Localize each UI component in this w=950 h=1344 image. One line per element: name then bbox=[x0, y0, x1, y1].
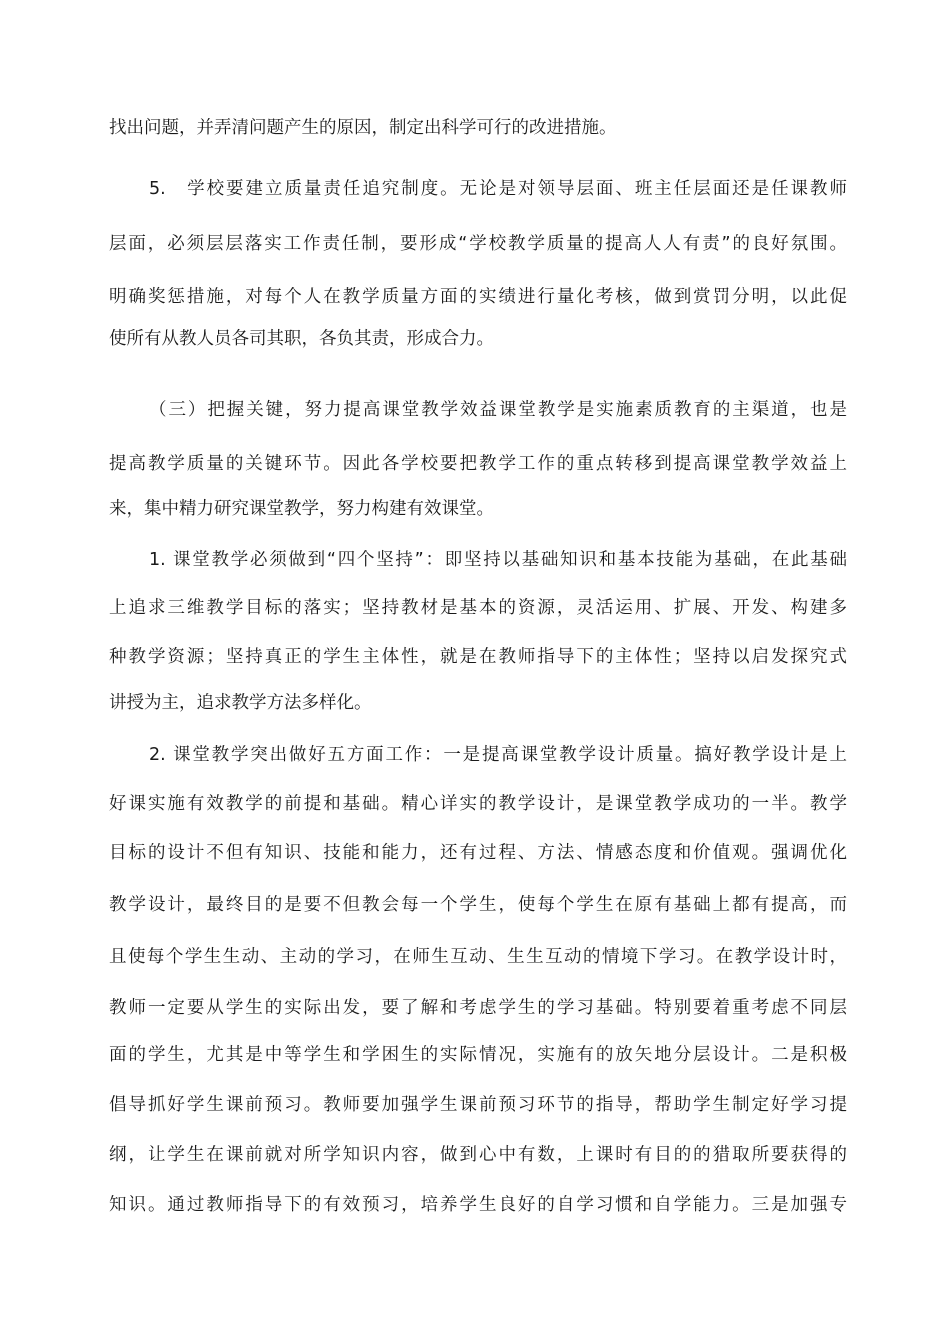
text-line: 面的学生，尤其是中等学生和学困生的实际情况，实施有的放矢地分层设计。二是积极 bbox=[109, 1045, 847, 1065]
text-line: 5. 学校要建立质量责任追究制度。无论是对领导层面、班主任层面还是任课教师 bbox=[149, 179, 847, 199]
text-line: 目标的设计不但有知识、技能和能力，还有过程、方法、情感态度和价值观。强调优化 bbox=[109, 843, 847, 863]
text-line: 提高教学质量的关键环节。因此各学校要把教学工作的重点转移到提高课堂教学效益上 bbox=[109, 454, 847, 474]
text-line: 知识。通过教师指导下的有效预习，培养学生良好的自学习惯和自学能力。三是加强专 bbox=[109, 1195, 847, 1215]
text-line: 讲授为主，追求教学方法多样化。 bbox=[109, 693, 372, 713]
text-line: 层面，必须层层落实工作责任制，要形成“学校教学质量的提高人人有责”的良好氛围。 bbox=[109, 234, 847, 254]
text-line: 2. 课堂教学突出做好五方面工作：一是提高课堂教学设计质量。搞好教学设计是上 bbox=[149, 745, 847, 765]
text-line: 教师一定要从学生的实际出发，要了解和考虑学生的学习基础。特别要着重考虑不同层 bbox=[109, 998, 847, 1018]
text-line: 上追求三维教学目标的落实；坚持教材是基本的资源，灵活运用、扩展、开发、构建多 bbox=[109, 598, 847, 618]
text-line: 1. 课堂教学必须做到“四个坚持”：即坚持以基础知识和基本技能为基础，在此基础 bbox=[149, 550, 847, 570]
text-line: 教学设计，最终目的是要不但教会每一个学生，使每个学生在原有基础上都有提高，而 bbox=[109, 895, 847, 915]
text-line: 且使每个学生生动、主动的学习，在师生互动、生生互动的情境下学习。在教学设计时， bbox=[109, 947, 847, 967]
text-line: 好课实施有效教学的前提和基础。精心详实的教学设计，是课堂教学成功的一半。教学 bbox=[109, 794, 847, 814]
section-heading-line: （三）把握关键，努力提高课堂教学效益课堂教学是实施素质教育的主渠道，也是 bbox=[149, 400, 847, 420]
text-line: 找出问题，并弄清问题产生的原因，制定出科学可行的改进措施。 bbox=[109, 118, 617, 138]
text-line: 明确奖惩措施，对每个人在教学质量方面的实绩进行量化考核，做到赏罚分明，以此促 bbox=[109, 287, 847, 307]
text-line: 使所有从教人员各司其职，各负其责，形成合力。 bbox=[109, 329, 494, 349]
text-line: 纲，让学生在课前就对所学知识内容，做到心中有数，上课时有目的的猎取所要获得的 bbox=[109, 1145, 847, 1165]
text-line: 倡导抓好学生课前预习。教师要加强学生课前预习环节的指导，帮助学生制定好学习提 bbox=[109, 1095, 847, 1115]
text-line: 种教学资源；坚持真正的学生主体性，就是在教师指导下的主体性；坚持以启发探究式 bbox=[109, 647, 847, 667]
text-line: 来，集中精力研究课堂教学，努力构建有效课堂。 bbox=[109, 499, 494, 519]
